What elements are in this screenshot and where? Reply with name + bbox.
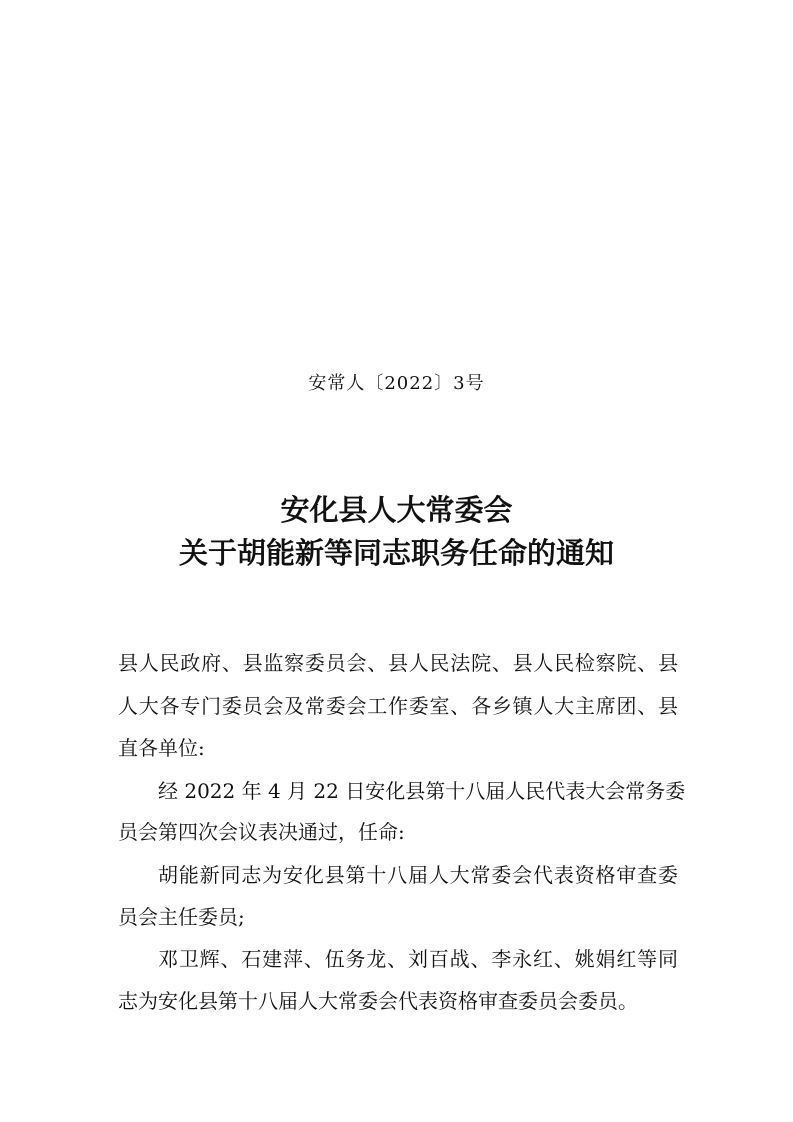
recipients-line-1: 县人民政府、县监察委员会、县人民法院、县人民检察院、县 (118, 651, 678, 675)
paragraph-3-line-2: 志为安化县第十八届人大常委会代表资格审查委员会委员。 (118, 989, 638, 1013)
recipients-line-2: 人大各专门委员会及常委会工作委室、各乡镇人大主席团、县 (118, 694, 678, 718)
recipients-line-3: 直各单位: (118, 736, 205, 760)
paragraph-2-line-2: 员会主任委员; (118, 905, 245, 929)
paragraph-2-line-1: 胡能新同志为安化县第十八届人大常委会代表资格审查委 (158, 863, 678, 887)
document-title-line-1: 安化县人大常委会 (280, 493, 513, 527)
paragraph-1-line-2: 员会第四次会议表决通过，任命: (118, 820, 405, 844)
document-number: 安常人〔2022〕3号 (308, 373, 485, 394)
paragraph-1-line-1: 经 2022 年 4 月 22 日安化县第十八届人民代表大会常务委 (158, 779, 686, 803)
paragraph-3-line-1: 邓卫辉、石建萍、伍务龙、刘百战、李永红、姚娟红等同 (158, 947, 678, 971)
document-title-line-2: 关于胡能新等同志职务任命的通知 (178, 536, 614, 570)
